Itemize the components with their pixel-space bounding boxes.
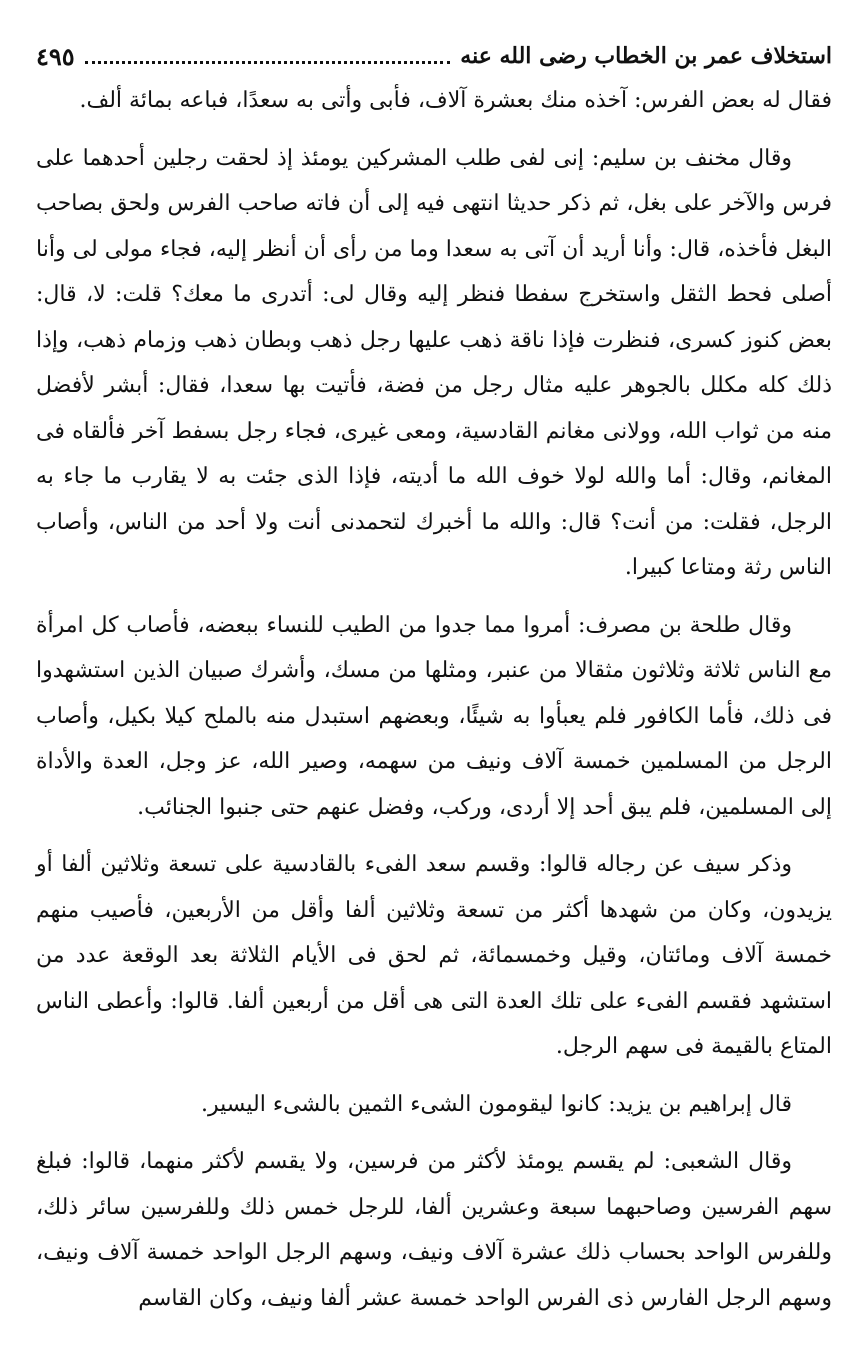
running-title: استخلاف عمر بن الخطاب رضى الله عنه	[460, 43, 832, 69]
leader-dots	[85, 49, 451, 64]
paragraph: وذكر سيف عن رجاله قالوا: وقسم سعد الفىء بالقادسية على تسعة وثلاثين ألفا أو يزيدون، وكان من شهدها أكثر من تسعة وثلاثين ألفا وأقل من الأربعين، فأصيب منهم خمسة آلاف ومائتان، وقيل وخمسمائة، ثم لحق فى الأيام الثلاثة بعد الوقعة عدد من استشهد فقسم الفىء على تلك العدة التى هى أقل من أربعين ألفا. قالوا: وأعطى الناس المتاع بالقيمة فى سهم الرجل.	[36, 852, 832, 1059]
paragraph: فقال له بعض الفرس: آخذه منك بعشرة آلاف، فأبى وأتى به سعدًا، فباعه بمائة ألف.	[79, 88, 832, 113]
body-text	[36, 78, 832, 1333]
paragraph: وقال طلحة بن مصرف: أمروا مما جدوا من الطيب للنساء ببعضه، فأصاب كل امرأة مع الناس ثلاثة وثلاثون مثقالا من عنبر، ومثلها من مسك، وأشرك صبيان الذين استشهدوا فى ذلك، فأما الكافور فلم يعبأوا به شيئًا، وبعضهم استبدل منه بالملح كيلا بكيل، وأصاب الرجل من المسلمين خمسة آلاف ونيف من سهمه، وصير الله، عز وجل، العدة والأداة إلى المسلمين، فلم يبق أحد إلا أردى، وركب، وفضل عنهم حتى جنبوا الجنائب.	[36, 612, 832, 820]
paragraph: قال إبراهيم بن يزيد: كانوا ليقومون الشىء الثمين بالشىء اليسير.	[200, 1091, 792, 1117]
page-header	[36, 36, 832, 76]
page-number: ٤٩٥	[36, 41, 75, 71]
paragraph: وقال الشعبى: لم يقسم يومئذ لأكثر من فرسين، ولا يقسم لأكثر منهما، قالوا: فبلغ سهم الفرسين وصاحبهما سبعة وعشرين ألفا، للرجل خمس ذلك وللفرسين سائر ذلك، وللفرس الواحد بحساب ذلك عشرة آلاف ونيف، وسهم الرجل الواحد خمسة آلاف ونيف، وسهم الرجل الفارس ذى الفرس الواحد خمسة عشر ألفا ونيف، وكان القاسم	[36, 1149, 832, 1311]
paragraph: وقال مخنف بن سليم: إنى لفى طلب المشركين يومئذ إذ لحقت رجلين أحدهما على فرس والآخر على بغل، ثم ذكر حديثا انتهى فيه إلى أن فاته صاحب الفرس ولحق بصاحب البغل فأخذه، قال: وأنا أريد أن آتى به سعدا وما من رأى أن أنظر إليه، فجاء مولى لى وأنا أصلى فحط الثقل واستخرج سفطا فنظر إليه وقال لى: أتدرى ما معك؟ قلت: لا، قال: بعض كنوز كسرى، فنظرت فإذا ناقة ذهب عليها رجل ذهب وبطان ذهب وزمام ذهب، وإذا ذلك كله مكلل بالجوهر عليه مثال رجل من فضة، فأتيت بها سعدا، فقال: أبشر لأفضل منه من ثواب الله، وولانى مغانم القادسية، ومعى غيرى، فجاء رجل بسفط آخر فألقاه فى المغانم، وقال: أما والله لولا خوف الله ما أديته، فإذا الذى جئت به لا يقارب ما جاء به الرجل، فقلت: من أنت؟ قال: والله ما أخبرك لتحمدنى أنت ولا أحد من الناس، وأصاب الناس رثة ومتاعا كبيرا.	[36, 145, 833, 580]
